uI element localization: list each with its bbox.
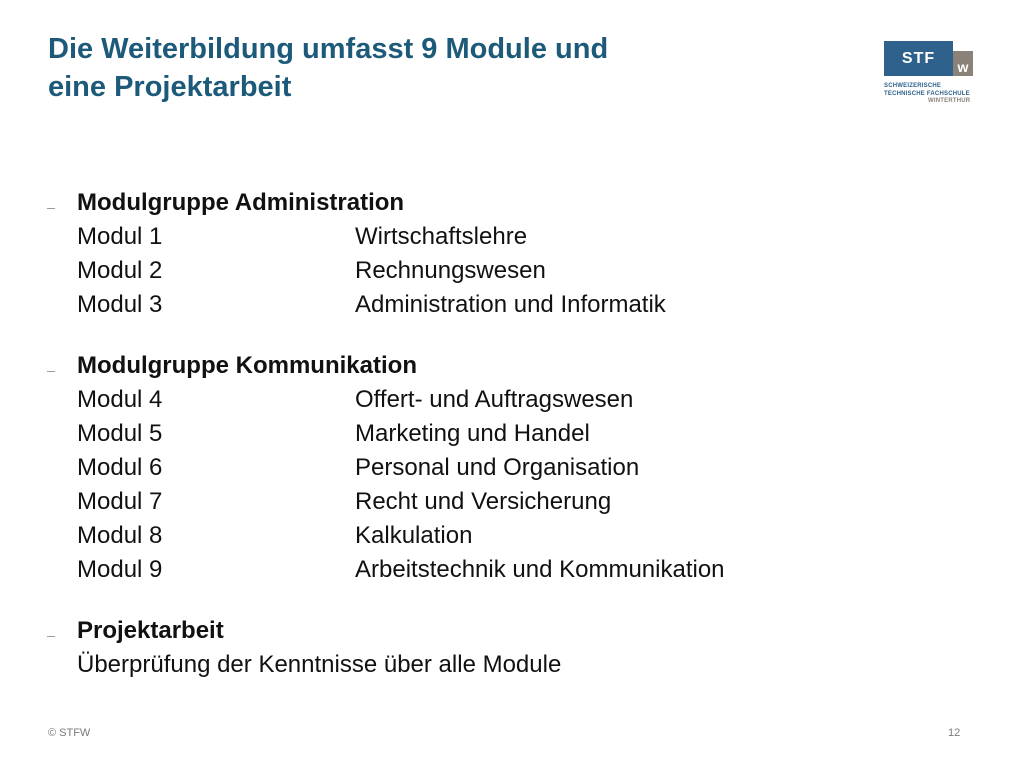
group-heading: Modulgruppe Kommunikation <box>77 352 417 379</box>
bullet-dash <box>47 208 55 209</box>
title-line-1: Die Weiterbildung umfasst 9 Module und <box>48 33 609 65</box>
module-name: Arbeitstechnik und Kommunikation <box>355 556 725 583</box>
group-heading: Projektarbeit <box>77 617 224 644</box>
module-number: Modul 3 <box>77 291 163 318</box>
module-number: Modul 5 <box>77 420 163 447</box>
logo-main-box: STF <box>884 41 953 76</box>
module-name: Recht und Versicherung <box>355 488 612 515</box>
module-name: Rechnungswesen <box>355 257 546 284</box>
module-number: Modul 8 <box>77 522 163 549</box>
page-number: 12 <box>948 727 961 739</box>
slide-title <box>48 30 808 106</box>
group-description: Überprüfung der Kenntnisse über alle Module <box>77 651 562 678</box>
module-name: Marketing und Handel <box>355 420 590 447</box>
copyright-footer: © STFW <box>48 727 91 739</box>
logo-side-box: w <box>953 51 973 76</box>
module-name: Offert- und Auftragswesen <box>355 386 634 413</box>
module-name: Administration und Informatik <box>355 291 666 318</box>
group-heading: Modulgruppe Administration <box>77 189 405 216</box>
stfw-logo <box>884 41 980 107</box>
bullet-dash <box>47 636 55 637</box>
module-name: Personal und Organisation <box>355 454 640 481</box>
module-number: Modul 6 <box>77 454 163 481</box>
title-line-2: eine Projektarbeit <box>48 71 292 103</box>
module-name: Wirtschaftslehre <box>355 223 528 250</box>
module-number: Modul 9 <box>77 556 163 583</box>
module-number: Modul 7 <box>77 488 163 515</box>
module-number: Modul 2 <box>77 257 163 284</box>
module-name: Kalkulation <box>355 522 473 549</box>
bullet-dash <box>47 371 55 372</box>
module-number: Modul 4 <box>77 386 163 413</box>
logo-line-3: WINTERTHUR <box>928 98 971 104</box>
logo-line-2: TECHNISCHE FACHSCHULE <box>884 91 970 97</box>
logo-line-1: SCHWEIZERISCHE <box>884 83 942 89</box>
module-number: Modul 1 <box>77 223 163 250</box>
